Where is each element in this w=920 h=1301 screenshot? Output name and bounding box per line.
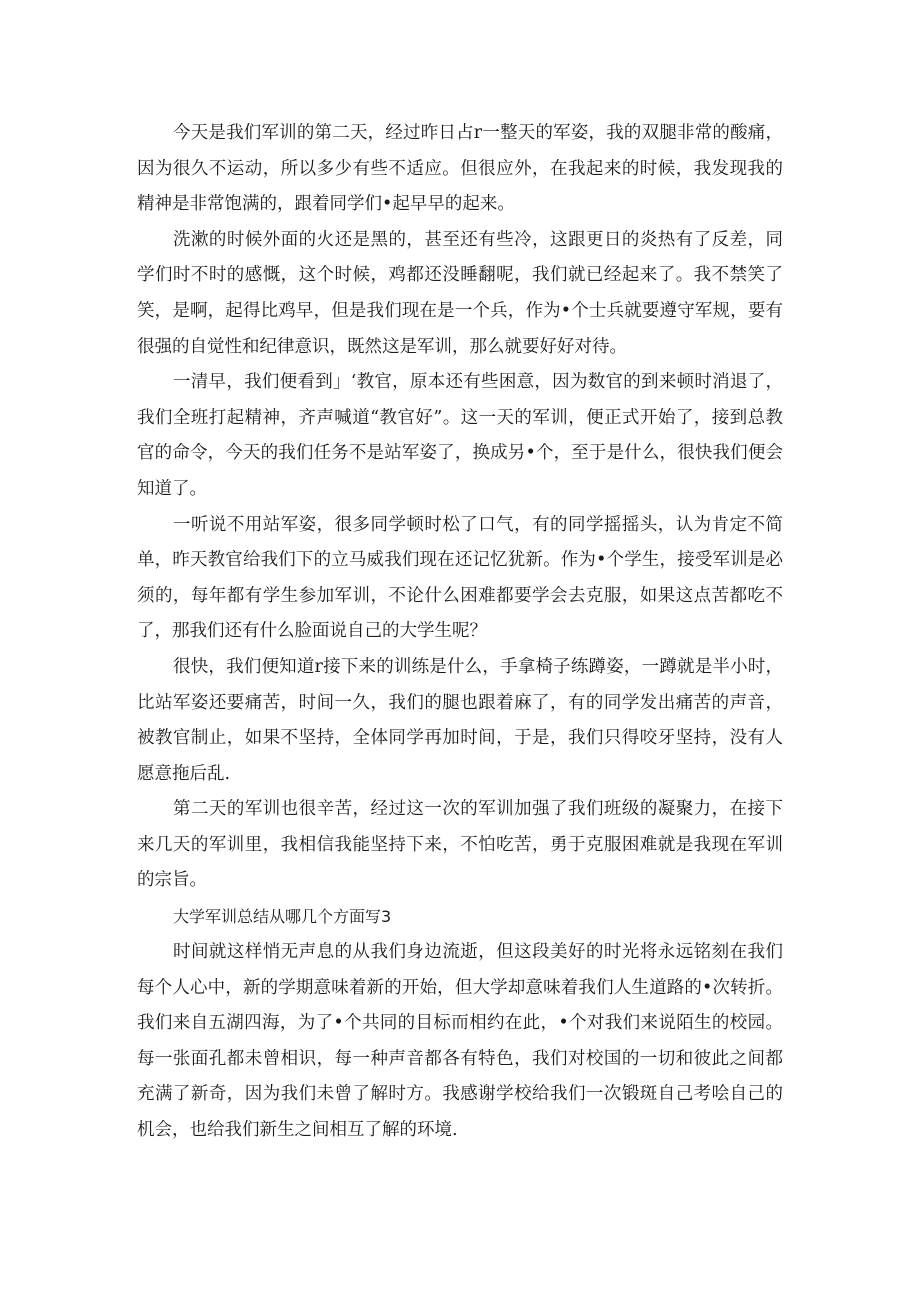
paragraph-2: 洗漱的时候外面的火还是黑的，甚至还有些冷，这跟更日的炎热有了反差，同学们时不时的感慨，这个时候，鸡都还没睡翻呢，我们就已经起来了。我不禁笑了笑，是啊，起得比鸡早，但是我们现在是一个兵，作为•个士兵就要遵守军规，要有很强的自觉性和纪律意识，既然这是军训，那么就要好好对待。 [137,229,783,357]
paragraph-4: 一听说不用站军姿，很多同学顿时松了口气，有的同学摇摇头，认为肯定不简单，昨天教官给我们下的立马威我们现在还记忆犹新。作为•个学生，接受军训是必须的，每年都有学生参加军训，不论什么困难都要学会去克服，如果这点苦都吃不了，那我们还有什么脸面说自己的大学生呢？ [137,514,783,642]
document-body [137,116,783,1149]
paragraph-3: 一清早，我们便看到」‘教官，原本还有些困意，因为数官的到来顿时消退了，我们全班打起精神，齐声喊道“教官好”。这一天的军训，便正式开始了，接到总教官的命令，今天的我们任务不是站军姿了，换成另•个，至于是什么，很快我们便会知道了。 [137,372,783,499]
paragraph-6: 第二天的军训也很辛苦，经过这一次的军训加强了我们班级的凝聚力，在接下来几天的军训里，我相信我能坚持下来，不怕吃苦，勇于克服困难就是我现在军训的宗旨。 [137,799,783,891]
paragraph-7: 时间就这样悄无声息的从我们身边流逝，但这段美好的时光将永远铭刻在我们每个人心中，新的学期意味着新的开始，但大学却意味着我们人生道路的•次转折。我们来自五湖四海，为了•个共同的目标而相约在此，•个对我们来说陌生的校园。每一张面孔都未曾相识，每一种声音都各有特色，我们对校国的一切和彼此之间都充满了新奇，因为我们未曾了解时方。我感谢学校给我们一次锻斑自己考哙自己的机会，也给我们新生之间相互了解的环境. [137,942,783,1141]
section-heading: 大学军训总结从哪几个方面写3 [173,907,392,927]
paragraph-5: 很快，我们便知道r接下来的训练是什么，手拿椅子练蹲姿，一蹲就是半小时，比站军姿还要痛苦，时间一久，我们的腿也跟着麻了，有的同学发出痛苦的声音，被教官制止，如果不坚持，全体同学再加时间，于是，我们只得咬牙坚持，没有人愿意拖后乱. [137,656,783,784]
paragraph-1: 今天是我们军训的第二天，经过昨日占r一整天的军姿，我的双腿非常的酸痛，因为很久不运动，所以多少有些不适应。但很应外，在我起来的时候，我发现我的精神是非常饱满的，跟着同学们•起早早的起来。 [137,123,783,215]
